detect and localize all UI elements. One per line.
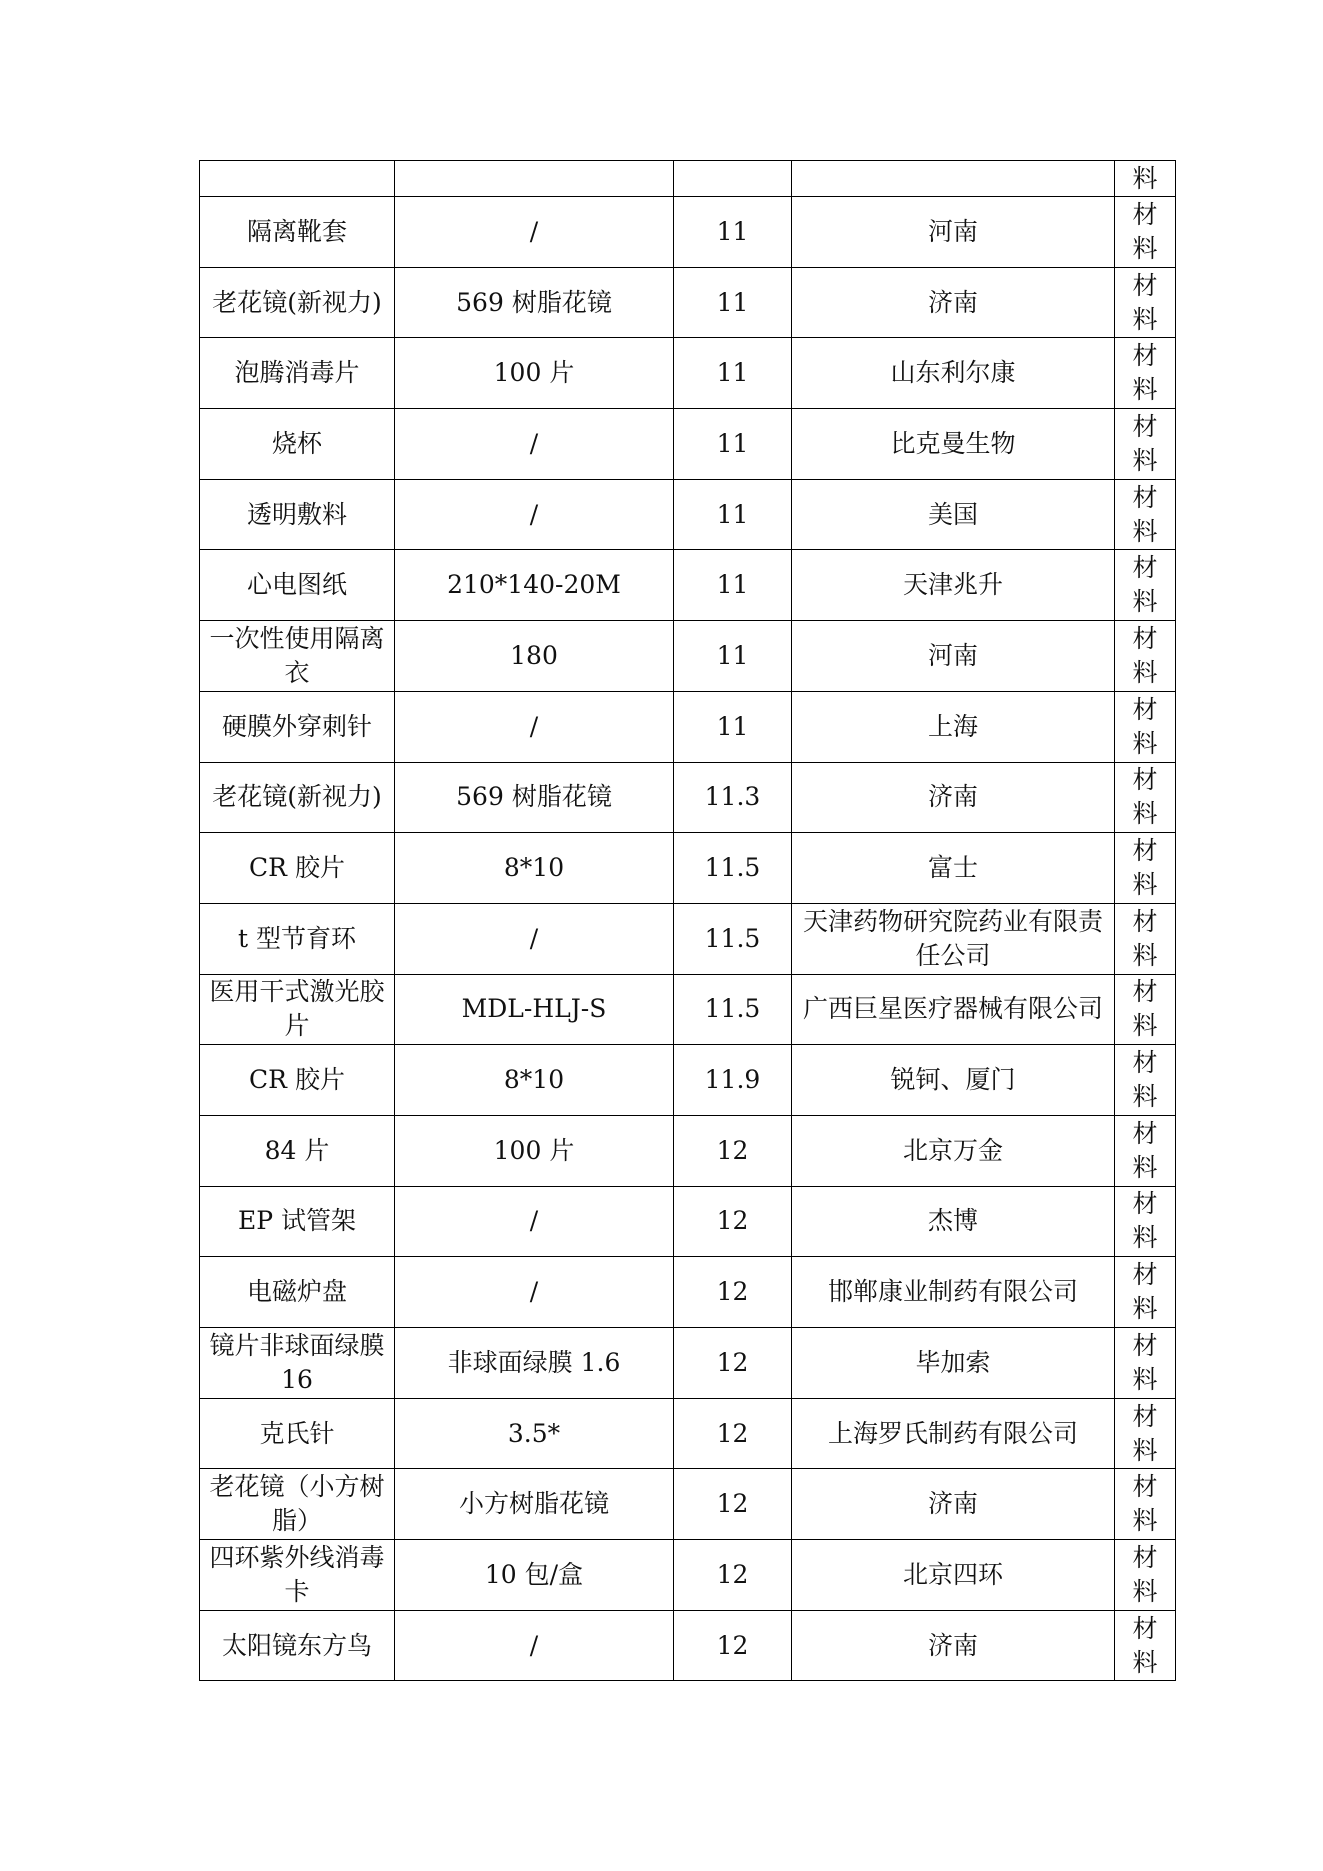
- cell-category: [1115, 1398, 1176, 1469]
- category-text: 材料: [1132, 553, 1158, 617]
- cell-category: [1115, 338, 1176, 409]
- cell-spec: 10 包/盒: [395, 1540, 674, 1611]
- cell-origin: 河南: [792, 197, 1115, 268]
- cell-price: 11: [674, 550, 792, 621]
- cell-name: 电磁炉盘: [200, 1257, 395, 1328]
- cell-origin: 北京四环: [792, 1540, 1115, 1611]
- cell-spec: /: [395, 479, 674, 550]
- cell-name: 隔离靴套: [200, 197, 395, 268]
- category-text: 材料: [1132, 1472, 1158, 1536]
- cell-category: [1115, 691, 1176, 762]
- cell-origin: 上海罗氏制药有限公司: [792, 1398, 1115, 1469]
- cell-name: t 型节育环: [200, 903, 395, 974]
- cell-origin: 济南: [792, 1610, 1115, 1681]
- cell-origin: 济南: [792, 1469, 1115, 1540]
- table-row: [200, 762, 1176, 833]
- category-text: 材料: [1132, 694, 1158, 758]
- table-row: [200, 1398, 1176, 1469]
- cell-spec: 180: [395, 621, 674, 692]
- cell-origin: 山东利尔康: [792, 338, 1115, 409]
- cell-origin: 锐钶、厦门: [792, 1045, 1115, 1116]
- cell-name: CR 胶片: [200, 833, 395, 904]
- cell-origin: 天津药物研究院药业有限责任公司: [792, 903, 1115, 974]
- category-text: 材料: [1132, 1118, 1158, 1182]
- cell-spec: 100 片: [395, 338, 674, 409]
- cell-spec: /: [395, 691, 674, 762]
- table-row: [200, 1186, 1176, 1257]
- cell-price: 11: [674, 479, 792, 550]
- cell-origin: 广西巨星医疗器械有限公司: [792, 974, 1115, 1045]
- cell-name: 镜片非球面绿膜 16: [200, 1328, 395, 1399]
- table-row: [200, 1610, 1176, 1681]
- table-row: [200, 1045, 1176, 1116]
- table-row: [200, 550, 1176, 621]
- cell-price: 12: [674, 1115, 792, 1186]
- table-row: [200, 409, 1176, 480]
- cell-spec: 100 片: [395, 1115, 674, 1186]
- table-row: [200, 1115, 1176, 1186]
- cell-name: [200, 161, 395, 197]
- cell-origin: 毕加索: [792, 1328, 1115, 1399]
- cell-price: 12: [674, 1540, 792, 1611]
- table-row: [200, 974, 1176, 1045]
- cell-price: 11.5: [674, 974, 792, 1045]
- cell-category: [1115, 762, 1176, 833]
- table-row: [200, 267, 1176, 338]
- cell-spec: 569 树脂花镜: [395, 762, 674, 833]
- cell-name: EP 试管架: [200, 1186, 395, 1257]
- cell-name: 心电图纸: [200, 550, 395, 621]
- table-row: [200, 833, 1176, 904]
- category-text: 材料: [1132, 1613, 1158, 1677]
- category-text: 材料: [1132, 270, 1158, 334]
- cell-price: 11.5: [674, 903, 792, 974]
- cell-price: 12: [674, 1398, 792, 1469]
- cell-name: 四环紫外线消毒卡: [200, 1540, 395, 1611]
- materials-table-body: [200, 161, 1176, 1681]
- category-text: 材料: [1132, 977, 1158, 1041]
- table-row: [200, 161, 1176, 197]
- cell-origin: 河南: [792, 621, 1115, 692]
- cell-origin: 济南: [792, 267, 1115, 338]
- cell-category: [1115, 1328, 1176, 1399]
- cell-name: 老花镜(新视力): [200, 762, 395, 833]
- category-text: 材料: [1132, 1048, 1158, 1112]
- cell-spec: /: [395, 1257, 674, 1328]
- cell-name: 克氏针: [200, 1398, 395, 1469]
- category-text: 材料: [1132, 199, 1158, 263]
- cell-spec: 非球面绿膜 1.6: [395, 1328, 674, 1399]
- cell-category: [1115, 550, 1176, 621]
- table-row: [200, 903, 1176, 974]
- cell-category: [1115, 833, 1176, 904]
- table-row: [200, 479, 1176, 550]
- category-text: 材料: [1132, 906, 1158, 970]
- cell-spec: /: [395, 197, 674, 268]
- category-text: 材料: [1132, 341, 1158, 405]
- cell-spec: 569 树脂花镜: [395, 267, 674, 338]
- cell-origin: 富士: [792, 833, 1115, 904]
- cell-category: [1115, 161, 1176, 197]
- table-row: [200, 621, 1176, 692]
- cell-spec: 8*10: [395, 1045, 674, 1116]
- cell-spec: /: [395, 1610, 674, 1681]
- category-text: 材料: [1132, 836, 1158, 900]
- cell-origin: 邯郸康业制药有限公司: [792, 1257, 1115, 1328]
- cell-name: 泡腾消毒片: [200, 338, 395, 409]
- cell-price: 11: [674, 197, 792, 268]
- cell-category: [1115, 1257, 1176, 1328]
- cell-origin: 美国: [792, 479, 1115, 550]
- cell-name: 老花镜（小方树脂）: [200, 1469, 395, 1540]
- cell-spec: [395, 161, 674, 197]
- cell-name: CR 胶片: [200, 1045, 395, 1116]
- cell-spec: /: [395, 903, 674, 974]
- category-text: 材料: [1132, 1542, 1158, 1606]
- table-row: [200, 1257, 1176, 1328]
- cell-price: 11: [674, 621, 792, 692]
- cell-spec: 8*10: [395, 833, 674, 904]
- cell-price: [674, 161, 792, 197]
- category-text: 料: [1132, 164, 1158, 193]
- cell-price: 11.9: [674, 1045, 792, 1116]
- cell-category: [1115, 409, 1176, 480]
- cell-category: [1115, 197, 1176, 268]
- cell-price: 11: [674, 691, 792, 762]
- cell-origin: [792, 161, 1115, 197]
- cell-spec: MDL-HLJ-S: [395, 974, 674, 1045]
- table-row: [200, 1328, 1176, 1399]
- cell-name: 医用干式激光胶片: [200, 974, 395, 1045]
- cell-category: [1115, 1186, 1176, 1257]
- cell-spec: /: [395, 1186, 674, 1257]
- cell-name: 一次性使用隔离衣: [200, 621, 395, 692]
- materials-table: [199, 160, 1176, 1681]
- table-row: [200, 691, 1176, 762]
- cell-category: [1115, 1045, 1176, 1116]
- cell-price: 12: [674, 1328, 792, 1399]
- cell-category: [1115, 1540, 1176, 1611]
- category-text: 材料: [1132, 623, 1158, 687]
- cell-price: 12: [674, 1186, 792, 1257]
- category-text: 材料: [1132, 1260, 1158, 1324]
- cell-spec: 小方树脂花镜: [395, 1469, 674, 1540]
- category-text: 材料: [1132, 411, 1158, 475]
- cell-spec: 3.5*: [395, 1398, 674, 1469]
- cell-origin: 比克曼生物: [792, 409, 1115, 480]
- category-text: 材料: [1132, 765, 1158, 829]
- cell-category: [1115, 1469, 1176, 1540]
- cell-origin: 济南: [792, 762, 1115, 833]
- cell-origin: 上海: [792, 691, 1115, 762]
- cell-category: [1115, 1610, 1176, 1681]
- cell-origin: 北京万金: [792, 1115, 1115, 1186]
- cell-name: 透明敷料: [200, 479, 395, 550]
- cell-price: 11: [674, 338, 792, 409]
- category-text: 材料: [1132, 1189, 1158, 1253]
- cell-price: 12: [674, 1257, 792, 1328]
- cell-name: 太阳镜东方鸟: [200, 1610, 395, 1681]
- cell-category: [1115, 267, 1176, 338]
- cell-origin: 天津兆升: [792, 550, 1115, 621]
- cell-category: [1115, 479, 1176, 550]
- table-row: [200, 1469, 1176, 1540]
- cell-price: 11.5: [674, 833, 792, 904]
- cell-category: [1115, 621, 1176, 692]
- cell-price: 11: [674, 267, 792, 338]
- cell-name: 84 片: [200, 1115, 395, 1186]
- table-row: [200, 197, 1176, 268]
- cell-category: [1115, 903, 1176, 974]
- category-text: 材料: [1132, 1330, 1158, 1394]
- cell-name: 烧杯: [200, 409, 395, 480]
- cell-spec: /: [395, 409, 674, 480]
- cell-name: 老花镜(新视力): [200, 267, 395, 338]
- cell-category: [1115, 1115, 1176, 1186]
- cell-price: 11.3: [674, 762, 792, 833]
- cell-category: [1115, 974, 1176, 1045]
- category-text: 材料: [1132, 482, 1158, 546]
- table-row: [200, 1540, 1176, 1611]
- cell-spec: 210*140-20M: [395, 550, 674, 621]
- category-text: 材料: [1132, 1401, 1158, 1465]
- cell-price: 11: [674, 409, 792, 480]
- cell-name: 硬膜外穿刺针: [200, 691, 395, 762]
- cell-price: 12: [674, 1469, 792, 1540]
- cell-price: 12: [674, 1610, 792, 1681]
- cell-origin: 杰博: [792, 1186, 1115, 1257]
- table-row: [200, 338, 1176, 409]
